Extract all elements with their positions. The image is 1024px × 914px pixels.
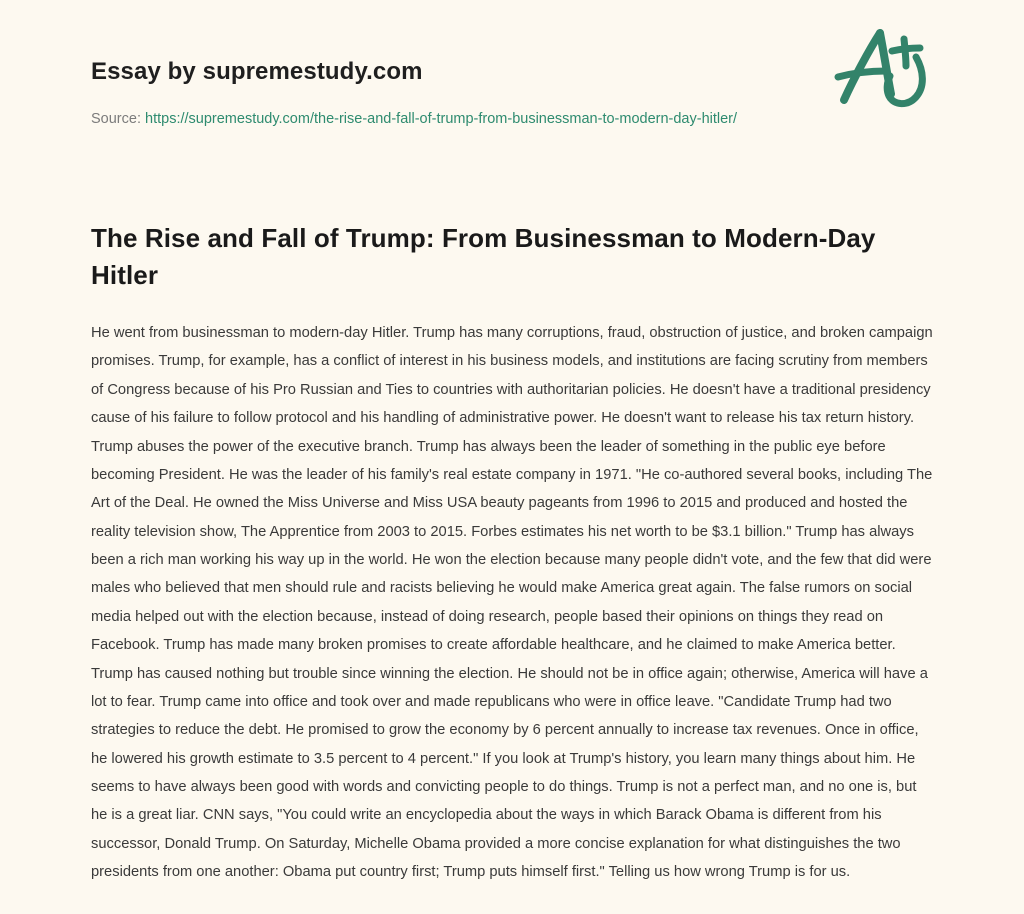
source-line [91,108,751,131]
source-url-link[interactable]: https://supremestudy.com/the-rise-and-fall-of-trump-from-businessman-to-modern-day-hitler/ [145,110,738,127]
page-title: The Rise and Fall of Trump: From Businessman to Modern-Day Hitler [91,223,876,291]
article-body: He went from businessman to modern-day Hitler. Trump has many corruptions, fraud, obstruction of justice, and broken campaign promises. Trump, for example, has a conflict of interest in his business models, and institutions are facing scrutiny from members of Congress because of his Pro Russian and Ties to countries with authoritarian policies. He doesn't have a traditional presidency cause of his failure to follow protocol and his handling of administrative power. He doesn't want to release his tax return history. Trump abuses the power of the executive branch. Trump has always been the leader of something in the public eye before becoming President. He was the leader of his family's real estate company in 1971. "He co-authored several books, including The Art of the Deal. He owned the Miss Universe and Miss USA beauty pageants from 1996 to 2015 and produced and hosted the reality television show, The Apprentice from 2003 to 2015. Forbes estimates his net worth to be $3.1 billion." Trump has always been a rich man working his way up in the world. He won the election because many people didn't vote, and the few that did were males who believed that men should rule and racists believing he would make America great again. The false rumors on social media helped out with the election because, instead of doing research, people based their opinions on things they read on Facebook. Trump has made many broken promises to create affordable healthcare, and he claimed to make America better. Trump has caused nothing but trouble since winning the election. He should not be in office again; otherwise, America will have a lot to fear. Trump came into office and took over and made republicans who were in office leave. "Candidate Trump had two strategies to reduce the debt. He promised to grow the economy by 6 percent annually to increase tax revenues. Once in office, he lowered his growth estimate to 3.5 percent to 4 percent." If you look at Trump's history, you learn many things about him. He seems to have always been good with words and convicting people to do things. Trump is not a perfect man, and no one is, but he is a great liar. CNN says, "You could write an encyclopedia about the ways in which Barack Obama is different from his successor, Donald Trump. On Saturday, Michelle Obama provided a more concise explanation for what distinguishes the two presidents from one another: Obama put country first; Trump puts himself first." Telling us how wrong Trump is for us. [91,325,933,881]
site-title: Essay by supremestudy.com [91,58,423,85]
source-label: Source: [91,110,141,127]
page-header [91,0,933,131]
a-plus-logo [828,16,938,121]
